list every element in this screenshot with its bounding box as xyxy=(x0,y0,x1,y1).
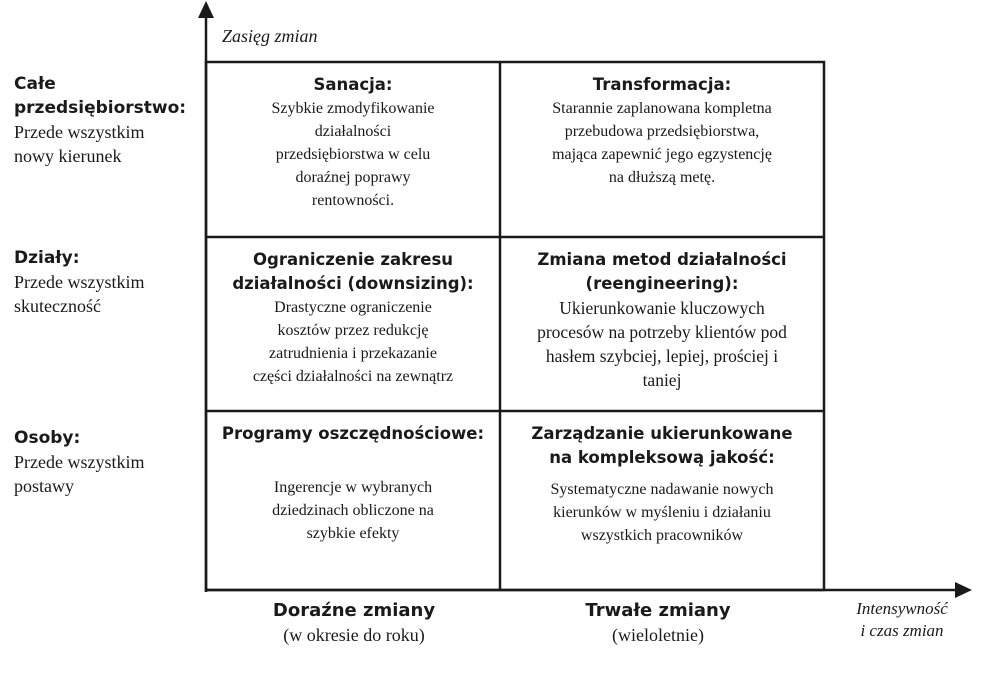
row-label-subtitle: Przede wszystkim xyxy=(14,272,145,292)
column-label-short-term xyxy=(206,599,502,647)
cell-heading: Ograniczenie zakresu xyxy=(252,250,454,269)
cell-description: Ukierunkowanie kluczowych xyxy=(559,298,765,318)
cell-description: dziedzinach obliczone na xyxy=(272,502,434,519)
y-axis-arrowhead xyxy=(198,1,214,18)
column-label-subtitle: (wieloletnie) xyxy=(612,625,704,645)
row-label-subtitle: skuteczność xyxy=(14,296,101,316)
row-label-departments xyxy=(14,246,199,318)
cell-heading: działalności (downsizing): xyxy=(232,274,474,293)
cell-description: doraźnej poprawy xyxy=(295,169,411,186)
x-axis-label xyxy=(832,598,972,642)
row-label-title: przedsiębiorstwo: xyxy=(14,98,187,118)
row-label-title: Działy: xyxy=(14,248,80,268)
cell-heading: (reengineering): xyxy=(585,274,739,293)
cell-description: Ingerencje w wybranych xyxy=(273,479,433,496)
cell-description: procesów na potrzeby klientów pod xyxy=(537,322,787,342)
row-label-title: Osoby: xyxy=(14,428,81,448)
cell-heading: na kompleksową jakość: xyxy=(549,448,775,467)
cell-reengineering xyxy=(501,238,823,410)
cell-description: Drastyczne ograniczenie xyxy=(274,299,432,316)
cell-description: przedsiębiorstwa w celu xyxy=(275,146,431,163)
cell-heading: Sanacja: xyxy=(313,75,393,94)
row-label-enterprise xyxy=(14,72,199,168)
row-label-subtitle: postawy xyxy=(14,476,74,496)
cell-description: Systematyczne nadawanie nowych xyxy=(550,481,774,498)
cell-description: rentowności. xyxy=(311,192,395,209)
y-axis-label: Zasięg zmian xyxy=(222,26,318,46)
cell-description: części działalności na zewnątrz xyxy=(252,368,454,385)
cell-heading: Transformacja: xyxy=(592,75,732,94)
cell-description: działalności xyxy=(314,123,392,140)
column-label-title: Trwałe zmiany xyxy=(585,600,731,621)
row-label-subtitle: Przede wszystkim xyxy=(14,452,145,472)
row-label-persons xyxy=(14,426,199,498)
cell-heading: Zmiana metod działalności xyxy=(537,250,787,269)
column-label-long-term xyxy=(510,599,806,647)
row-label-subtitle: nowy kierunek xyxy=(14,146,122,166)
cell-spacer xyxy=(215,446,491,476)
column-label-title: Doraźne zmiany xyxy=(272,600,436,621)
cell-savings-programs xyxy=(207,412,499,589)
cell-tqm xyxy=(501,412,823,589)
cell-downsizing xyxy=(207,238,499,410)
cell-spacer xyxy=(509,470,815,478)
x-axis-arrowhead xyxy=(955,582,972,598)
cell-description: kierunków w myśleniu i działaniu xyxy=(553,504,771,521)
cell-description: wszystkich pracowników xyxy=(580,527,744,544)
cell-description: hasłem szybciej, lepiej, prościej i xyxy=(545,346,779,366)
cell-heading: Zarządzanie ukierunkowane xyxy=(531,424,793,443)
cell-description: szybkie efekty xyxy=(306,525,400,542)
column-label-subtitle: (w okresie do roku) xyxy=(283,625,425,645)
cell-description: zatrudnienia i przekazanie xyxy=(269,345,437,362)
cell-description: Szybkie zmodyfikowanie xyxy=(271,100,435,117)
x-axis-label-line1: Intensywność xyxy=(856,599,948,618)
cell-description: mająca zapewnić jego egzystencję xyxy=(552,146,772,163)
row-label-subtitle: Przede wszystkim xyxy=(14,122,145,142)
cell-description: taniej xyxy=(642,370,682,390)
row-label-title: Całe xyxy=(14,74,56,94)
cell-description: przebudowa przedsiębiorstwa, xyxy=(564,123,760,140)
x-axis-label-line2: i czas zmian xyxy=(860,621,944,640)
cell-description: na dłuższą metę. xyxy=(608,169,716,186)
cell-transformacja xyxy=(501,63,823,236)
cell-description: kosztów przez redukcję xyxy=(277,322,429,339)
cell-description: Starannie zaplanowana kompletna xyxy=(552,100,772,117)
cell-sanacja xyxy=(207,63,499,236)
cell-heading: Programy oszczędnościowe: xyxy=(221,424,485,443)
